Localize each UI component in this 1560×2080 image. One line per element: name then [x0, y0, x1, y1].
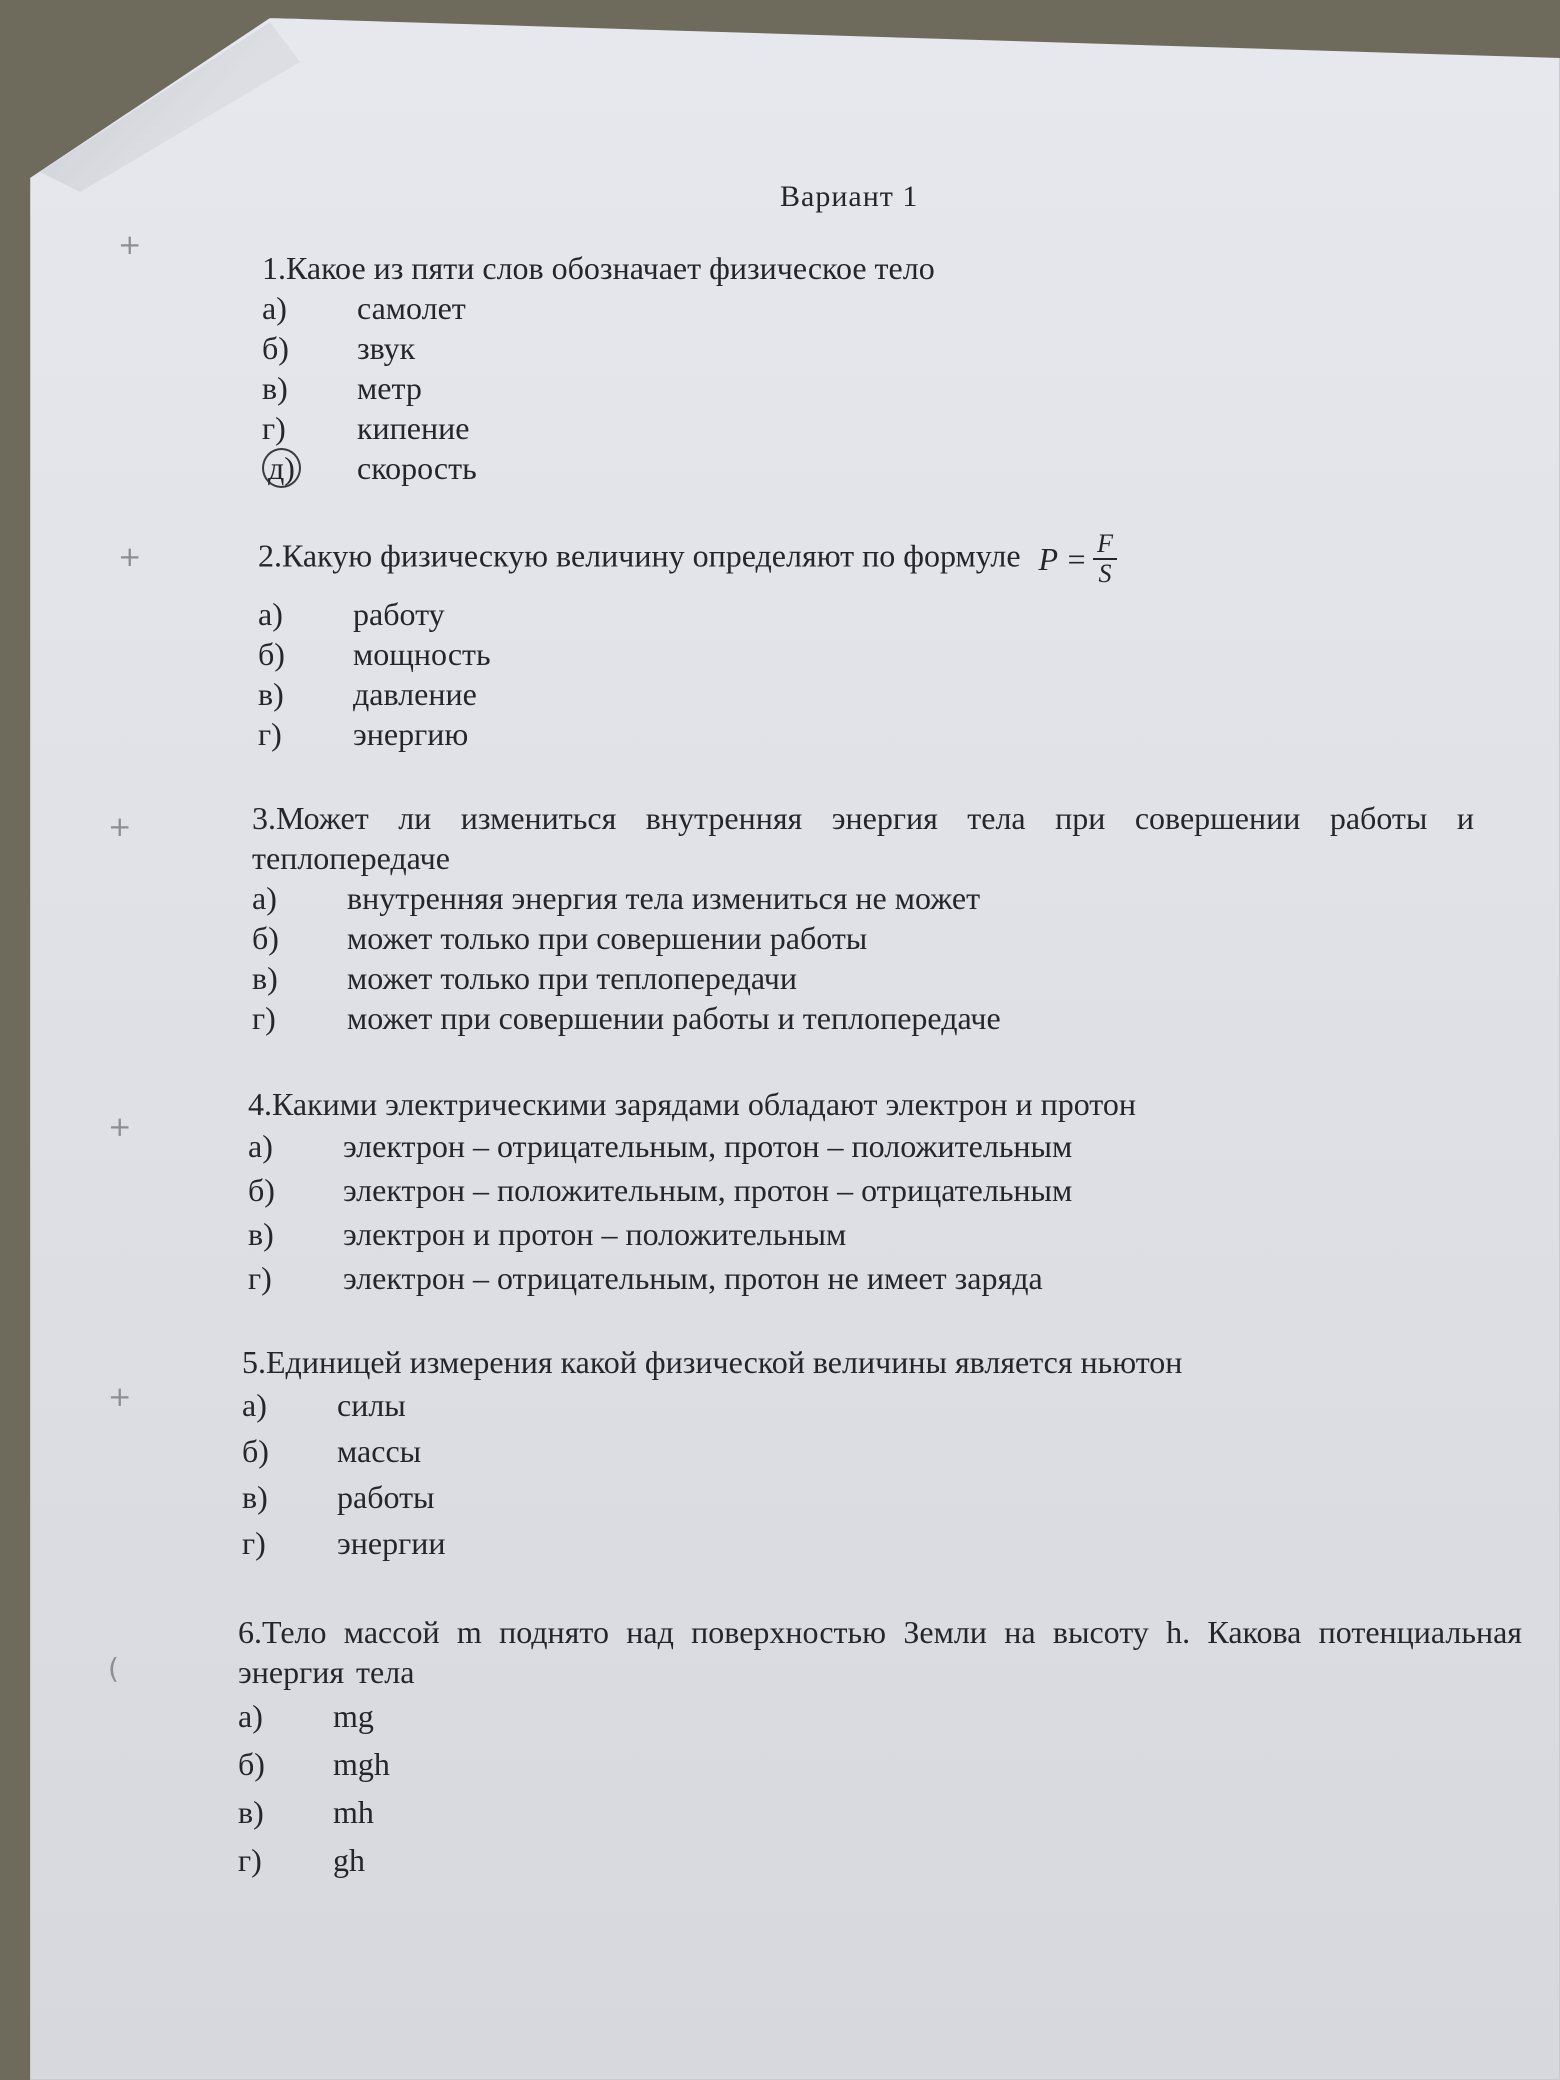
- option-text: mg: [333, 1698, 374, 1734]
- variant-title: Вариант 1: [780, 180, 919, 213]
- answer-option: [242, 1382, 1392, 1428]
- answer-option: [248, 1256, 1348, 1300]
- answer-option: [262, 408, 1062, 448]
- option-text: силы: [337, 1387, 406, 1423]
- option-text: метр: [357, 370, 422, 406]
- answer-option: [252, 878, 1474, 918]
- option-text: электрон – отрицательным, протон – положительным: [343, 1128, 1073, 1164]
- option-text: мощность: [353, 636, 491, 672]
- formula-denominator: S: [1098, 559, 1112, 588]
- answer-option: [242, 1520, 1392, 1566]
- option-label: а): [252, 880, 277, 916]
- question-6: [238, 1612, 1522, 1884]
- question-text: 5.Единицей измерения какой физической величины является ньютон: [242, 1344, 1183, 1380]
- question-text: 2.Какую физическую величину определяют по формуле: [258, 537, 1021, 574]
- option-text: электрон – положительным, протон – отрицательным: [343, 1172, 1073, 1208]
- answer-option-selected: [262, 448, 1062, 488]
- option-label: б): [262, 330, 289, 366]
- option-text: звук: [357, 330, 416, 366]
- formula-fraction: [1093, 530, 1117, 588]
- question-1: [262, 248, 1062, 488]
- formula-numerator: F: [1093, 530, 1117, 560]
- answer-option: [262, 328, 1062, 368]
- answer-option: [258, 714, 1258, 754]
- option-text: скорость: [357, 450, 477, 486]
- option-label: в): [252, 960, 278, 996]
- option-label: а): [238, 1698, 263, 1734]
- option-label: г): [252, 1000, 276, 1036]
- option-label: б): [258, 636, 285, 672]
- option-label: г): [242, 1525, 266, 1561]
- answer-option: [248, 1212, 1348, 1256]
- question-text: 3.Может ли измениться внутренняя энергия тела при совершении работы и теплопередаче: [252, 800, 1474, 876]
- option-text: кипение: [357, 410, 470, 446]
- question-text: 1.Какое из пяти слов обозначает физическое тело: [262, 250, 935, 286]
- answer-option: [248, 1124, 1348, 1168]
- option-label: г): [238, 1842, 262, 1878]
- answer-option: [238, 1836, 1522, 1884]
- margin-mark: +: [108, 1380, 132, 1413]
- option-label: б): [242, 1433, 269, 1469]
- option-text: mh: [333, 1794, 374, 1830]
- answer-option: [252, 918, 1474, 958]
- margin-mark: +: [108, 1110, 132, 1143]
- answer-option: [242, 1428, 1392, 1474]
- answer-option: [258, 634, 1258, 674]
- margin-mark: +: [108, 810, 132, 843]
- option-text: электрон и протон – положительным: [343, 1216, 847, 1252]
- question-4: [248, 1084, 1348, 1300]
- option-label: в): [248, 1216, 274, 1252]
- option-label: г): [248, 1260, 272, 1296]
- question-text: 6.Тело массой m поднято над поверхностью Земли на высоту h. Какова потенциальная энергия тела: [238, 1614, 1522, 1690]
- option-label: а): [258, 596, 283, 632]
- option-label: б): [248, 1172, 275, 1208]
- question-3: [252, 798, 1474, 1038]
- option-text: массы: [337, 1433, 422, 1469]
- option-label: б): [252, 920, 279, 956]
- option-text: gh: [333, 1842, 365, 1878]
- option-label: в): [258, 676, 284, 712]
- option-text: энергии: [337, 1525, 446, 1561]
- option-label: г): [262, 410, 286, 446]
- answer-option: [238, 1788, 1522, 1836]
- option-text: может только при совершении работы: [347, 920, 868, 956]
- answer-option: [242, 1474, 1392, 1520]
- option-text: энергию: [353, 716, 469, 752]
- answer-option: [238, 1740, 1522, 1788]
- answer-option: [258, 674, 1258, 714]
- question-2: [258, 530, 1258, 754]
- option-label: а): [242, 1387, 267, 1423]
- answer-option: [248, 1168, 1348, 1212]
- answer-option: [252, 998, 1474, 1038]
- option-label: в): [262, 370, 288, 406]
- option-text: может при совершении работы и теплопередаче: [347, 1000, 1001, 1036]
- margin-mark: +: [118, 228, 142, 261]
- option-text: mgh: [333, 1746, 390, 1782]
- option-text: давление: [353, 676, 477, 712]
- option-label: в): [242, 1479, 268, 1515]
- question-text: 4.Какими электрическими зарядами обладают электрон и протон: [248, 1086, 1136, 1122]
- answer-option: [238, 1692, 1522, 1740]
- circled-option-label: д): [262, 448, 301, 488]
- margin-mark: (: [108, 1652, 119, 1685]
- option-label: а): [262, 290, 287, 326]
- question-5: [242, 1342, 1392, 1566]
- option-label: в): [238, 1794, 264, 1830]
- answer-option: [252, 958, 1474, 998]
- pressure-formula: [1039, 530, 1117, 588]
- answer-option: [262, 288, 1062, 328]
- option-text: внутренняя энергия тела измениться не может: [347, 880, 981, 916]
- margin-mark: +: [118, 540, 142, 573]
- option-label: г): [258, 716, 282, 752]
- option-text: работу: [353, 596, 445, 632]
- option-text: работы: [337, 1479, 435, 1515]
- option-label: а): [248, 1128, 273, 1164]
- option-text: самолет: [357, 290, 466, 326]
- formula-lhs: P =: [1038, 541, 1088, 577]
- option-text: может только при теплопередачи: [347, 960, 798, 996]
- answer-option: [262, 368, 1062, 408]
- option-text: электрон – отрицательным, протон не имеет заряда: [343, 1260, 1043, 1296]
- answer-option: [258, 594, 1258, 634]
- option-label: б): [238, 1746, 265, 1782]
